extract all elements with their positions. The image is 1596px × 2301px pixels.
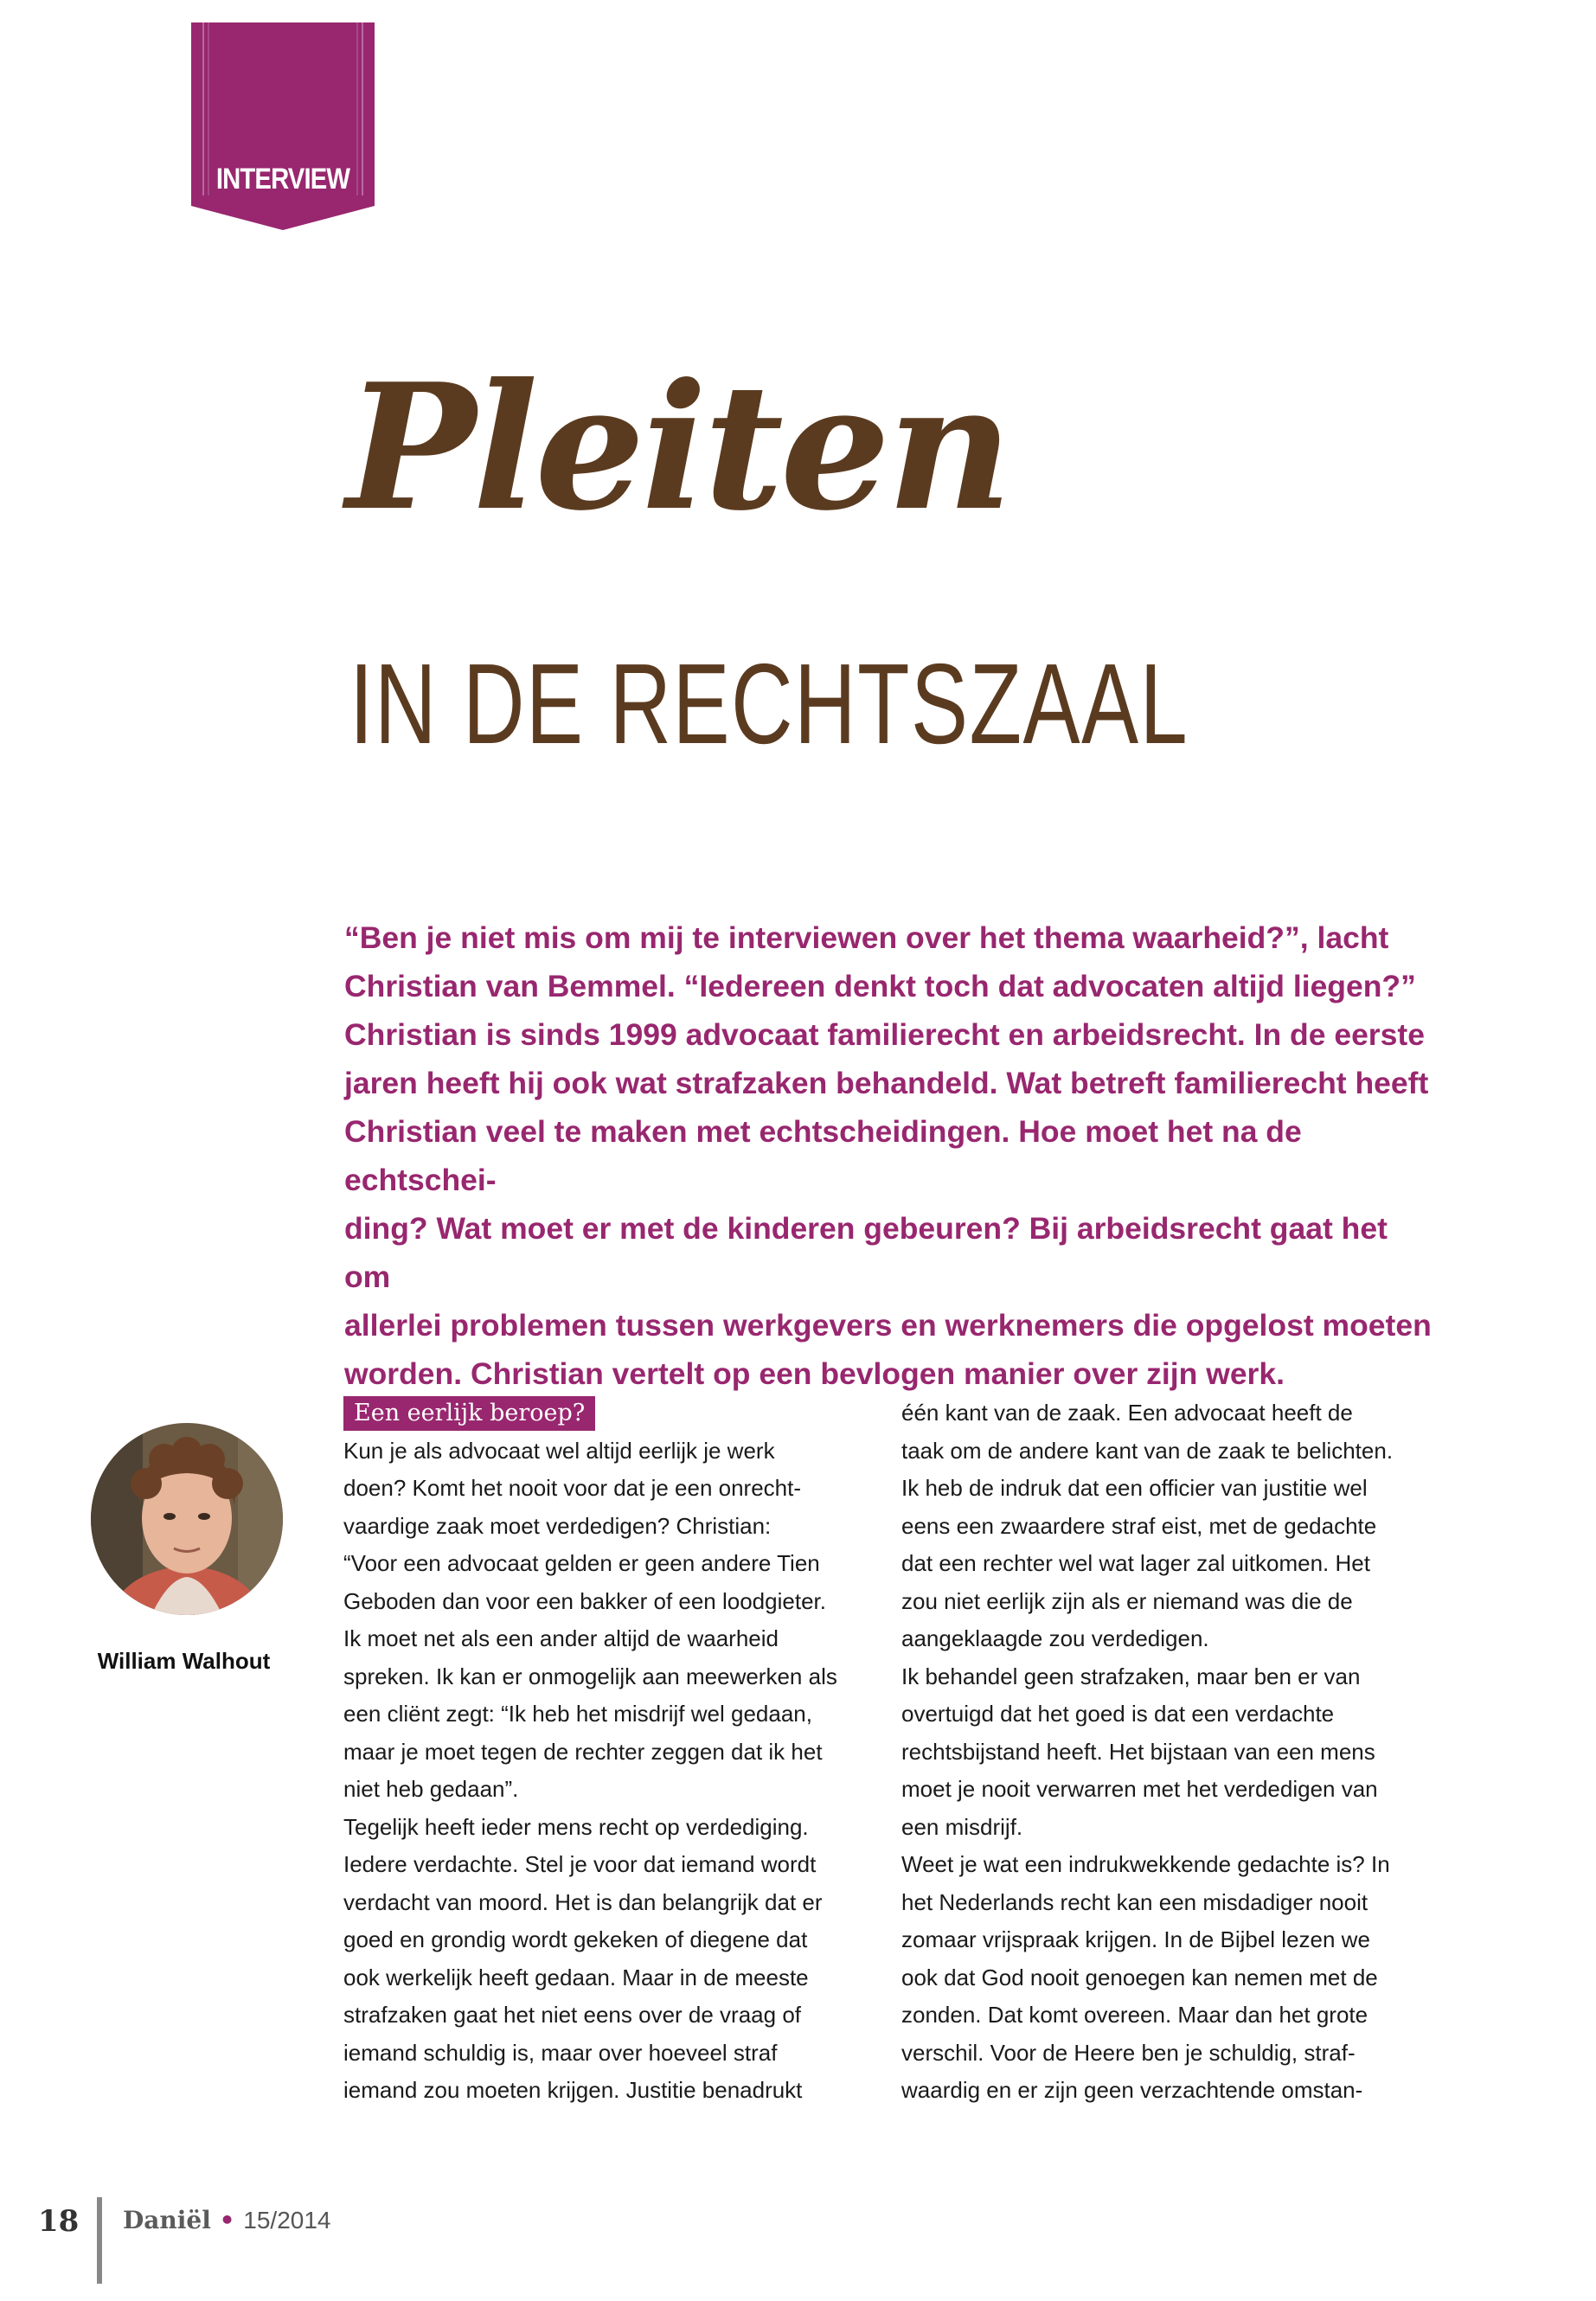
issue-number: 15/2014 (243, 2207, 331, 2234)
footer-divider (97, 2197, 102, 2284)
body-line: iemand zou moeten krijgen. Justitie benadrukt (343, 2077, 803, 2103)
body-line: moet je nooit verwarren met het verdedigen van (901, 1776, 1378, 1802)
body-line: Kun je als advocaat wel altijd eerlijk je werk (343, 1437, 775, 1464)
body-line: verdacht van moord. Het is dan belangrijk dat er (343, 1888, 823, 1915)
intro-line: Christian veel te maken met echtscheidingen. Hoe moet het na de echtschei- (344, 1114, 1302, 1197)
page-number: 18 (38, 2204, 80, 2239)
title-caps: IN DE RECHTSZAAL (349, 640, 1189, 767)
body-line: zonden. Dat komt overeen. Maar dan het grote (901, 2002, 1368, 2028)
body-line: eens een zwaardere straf eist, met de gedachte (901, 1512, 1377, 1539)
body-line: “Voor een advocaat gelden er geen andere Tien (343, 1550, 820, 1576)
intro-line: allerlei problemen tussen werkgevers en werknemers die opgelost moeten (344, 1308, 1432, 1343)
body-line: één kant van de zaak. Een advocaat heeft de (901, 1400, 1353, 1426)
body-line: maar je moet tegen de rechter zeggen dat ik het (343, 1738, 823, 1765)
body-line: dat een rechter wel wat lager zal uitkomen. Het (901, 1550, 1370, 1576)
ribbon-shape (191, 22, 375, 230)
body-line: goed en grondig wordt gekeken of diegene dat (343, 1926, 808, 1952)
footer-separator: • (219, 2206, 235, 2234)
intro-paragraph (344, 913, 1434, 1398)
body-line: een misdrijf. (901, 1813, 1023, 1840)
intro-line: ding? Wat moet er met de kinderen gebeuren? Bij arbeidsrecht gaat het om (344, 1211, 1388, 1294)
body-line: taak om de andere kant van de zaak te belichten. (901, 1437, 1394, 1464)
author-photo (91, 1423, 283, 1615)
body-line: vaardige zaak moet verdedigen? Christian: (343, 1512, 772, 1539)
author-name: William Walhout (97, 1648, 271, 1674)
body-line: strafzaken gaat het niet eens over de vraag of (343, 2002, 802, 2028)
intro-line: jaren heeft hij ook wat strafzaken behandeld. Wat betreft familierecht heeft (344, 1066, 1429, 1100)
intro-line: “Ben je niet mis om mij te interviewen over het thema waarheid?”, lacht (344, 920, 1389, 955)
body-line: overtuigd dat het goed is dat een verdachte (901, 1701, 1335, 1727)
body-line: niet heb gedaan”. (343, 1776, 519, 1802)
title-script: Pleiten (346, 346, 1010, 549)
body-line: Geboden dan voor een bakker of een loodgieter. (343, 1587, 826, 1614)
intro-line: Christian is sinds 1999 advocaat familierecht en arbeidsrecht. In de eerste (344, 1017, 1425, 1052)
body-line: rechtsbijstand heeft. Het bijstaan van een mens (901, 1738, 1375, 1765)
body-column-right (901, 1394, 1412, 2110)
body-line: Ik heb de indruk dat een officier van justitie wel (901, 1475, 1368, 1501)
body-line: spreken. Ik kan er onmogelijk aan meewerken als (343, 1663, 837, 1689)
body-line: Weet je wat een indrukwekkende gedachte is? In (901, 1851, 1390, 1877)
body-line: Tegelijk heeft ieder mens recht op verdediging. (343, 1813, 809, 1840)
magazine-info (123, 2206, 331, 2234)
body-line: waardig en er zijn geen verzachtende omstan- (901, 2077, 1363, 2103)
body-line: iemand schuldig is, maar over hoeveel straf (343, 2039, 778, 2066)
section-heading: Een eerlijk beroep? (343, 1396, 595, 1431)
body-line: Iedere verdachte. Stel je voor dat iemand wordt (343, 1851, 817, 1877)
section-tag: INTERVIEW (215, 163, 350, 195)
body-line: een cliënt zegt: “Ik heb het misdrijf wel gedaan, (343, 1701, 812, 1727)
intro-line: Christian van Bemmel. “Iedereen denkt toch dat advocaten altijd liegen?” (344, 969, 1416, 1003)
body-line: ook dat God nooit genoegen kan nemen met de (901, 1964, 1378, 1990)
intro-line: worden. Christian vertelt op een bevlogen manier over zijn werk. (344, 1356, 1285, 1391)
body-line: ook werkelijk heeft gedaan. Maar in de meeste (343, 1964, 809, 1990)
body-line: Ik moet net als een ander altijd de waarheid (343, 1625, 779, 1651)
section-ribbon (191, 22, 375, 230)
body-line: het Nederlands recht kan een misdadiger nooit (901, 1888, 1368, 1915)
body-line: zou niet eerlijk zijn als er niemand was die de (901, 1587, 1353, 1614)
body-column-left (343, 1394, 854, 2110)
body-line: zomaar vrijspraak krijgen. In de Bijbel lezen we (901, 1926, 1370, 1952)
body-line: aangeklaagde zou verdedigen. (901, 1625, 1209, 1651)
body-line: doen? Komt het nooit voor dat je een onrecht- (343, 1475, 802, 1501)
body-line: Ik behandel geen strafzaken, maar ben er van (901, 1663, 1361, 1689)
body-line: verschil. Voor de Heere ben je schuldig, straf- (901, 2039, 1356, 2066)
magazine-name: Daniël (123, 2206, 211, 2234)
